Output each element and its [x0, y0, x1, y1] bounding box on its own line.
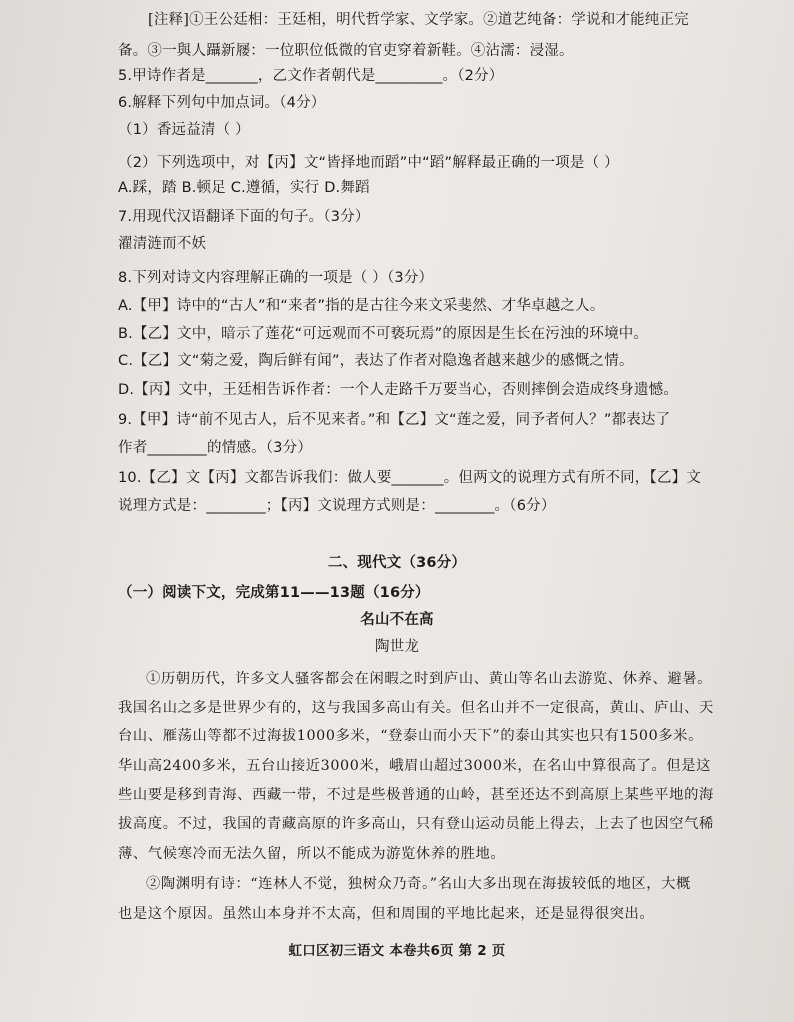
question-10-line-1: 10.【乙】文【丙】文都告诉我们：做人要_______。但两文的说理方式有所不同，【乙】文 [118, 470, 702, 486]
question-6-sub-1: （1）香远益清（ ） [118, 122, 250, 138]
article-title: 名山不在高 [360, 611, 434, 628]
article-p1-line-1: ①历朝历代，许多文人骚客都会在闲暇之时到庐山、黄山等名山去游览、休养、避暑。 [146, 671, 713, 687]
question-9-line-1: 9.【甲】诗“前不见古人，后不见来者。”和【乙】文“莲之爱，同予者何人？”都表达了 [118, 412, 671, 428]
article-p1-line-4: 华山高2400多米，五台山接近3000米，峨眉山超过3000米，在名山中算很高了。但是这 [118, 758, 712, 774]
question-6-options: A.踩，踏 B.顿足 C.遵循，实行 D.舞蹈 [118, 180, 370, 196]
question-6-stem: 6.解释下列句中加点词。（4分） [118, 95, 326, 111]
section-2-part-1: （一）阅读下文，完成第11——13题（16分） [118, 585, 430, 601]
notes-line-2: 备。③一與人躡新屦：一位职位低微的官吏穿着新鞋。④沾濡：浸湿。 [118, 43, 574, 59]
question-8-stem: 8.下列对诗文内容理解正确的一项是（ ）（3分） [118, 270, 434, 286]
article-p2-line-2: 也是这个原因。虽然山本身并不太高，但和周围的平地比起来，还是显得很突出。 [118, 906, 655, 922]
question-9-line-2: 作者________的情感。（3分） [118, 440, 313, 456]
article-p1-line-7: 薄、气候寒冷而无法久留，所以不能成为游览休养的胜地。 [118, 846, 506, 862]
question-7-sentence: 濯清涟而不妖 [118, 236, 207, 252]
article-p2-line-1: ②陶渊明有诗：“连林人不觉，独树众乃奇。”名山大多出现在海拔较低的地区，大概 [146, 876, 691, 892]
question-8-option-c: C.【乙】文“菊之爱，陶后鲜有闻”，表达了作者对隐逸者越来越少的感慨之情。 [118, 353, 634, 369]
question-8-option-b: B.【乙】文中，暗示了莲花“可远观而不可亵玩焉”的原因是生长在污浊的环境中。 [118, 326, 649, 342]
question-8-option-a: A.【甲】诗中的“古人”和“来者”指的是古往今来文采斐然、才华卓越之人。 [118, 298, 605, 314]
page-footer: 虹口区初三语文 本卷共6页 第 2 页 [288, 943, 506, 959]
question-8-option-d: D.【丙】文中，王廷相告诉作者：一个人走路千万要当心，否则摔倒会造成终身遗憾。 [118, 382, 679, 398]
article-p1-line-3: 台山、雁荡山等都不过海拔1000多米，“登泰山而小天下”的泰山其实也只有1500多米。 [118, 728, 703, 744]
question-10-line-2: 说理方式是：________；【丙】文说理方式则是：________。（6分） [118, 498, 556, 514]
article-p1-line-5: 些山要是移到青海、西藏一带，不过是些极普通的山岭，甚至还达不到高原上某些平地的海 [118, 787, 714, 803]
section-2-title: 二、现代文（36分） [327, 555, 467, 571]
notes-line-1: [注释]①王公廷相：王廷相，明代哲学家、文学家。②道艺纯备：学说和才能纯正完 [148, 12, 689, 28]
article-author: 陶世龙 [374, 639, 420, 655]
question-5: 5.甲诗作者是_______，乙文作者朝代是_________。（2分） [118, 68, 504, 84]
article-p1-line-6: 拔高度。不过，我国的青藏高原的许多高山，只有登山运动员能上得去，上去了也因空气稀 [118, 816, 714, 832]
article-p1-line-2: 我国名山之多是世界少有的，这与我国多高山有关。但名山并不一定很高，黄山、庐山、天 [118, 700, 714, 716]
question-7-stem: 7.用现代汉语翻译下面的句子。（3分） [118, 209, 370, 225]
question-6-sub-2: （2）下列选项中，对【丙】文“皆择地而蹈”中“蹈”解释最正确的一项是（ ） [118, 155, 619, 171]
